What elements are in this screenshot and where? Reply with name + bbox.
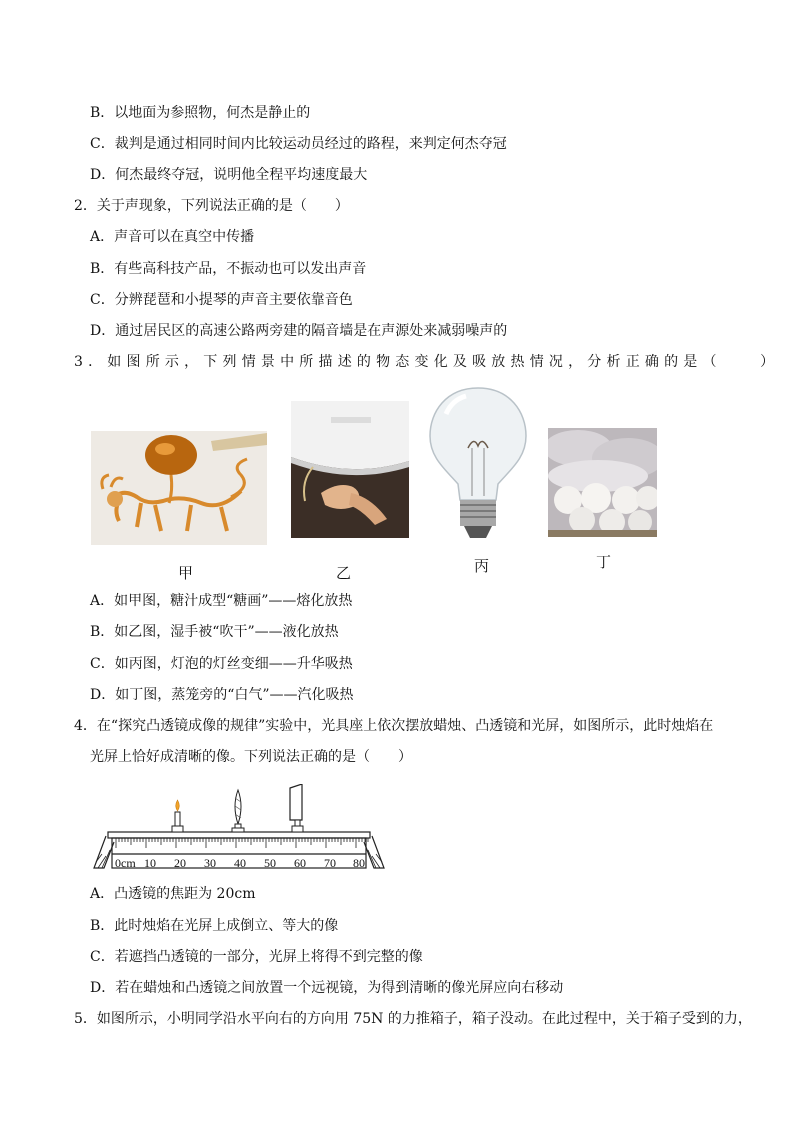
steamed-buns-image: [548, 428, 657, 537]
scale-label-10: 10: [144, 856, 156, 870]
scale-label-80: 80: [353, 856, 365, 870]
q2-option-d: D．通过居民区的高速公路两旁建的隔音墙是在声源处来减弱噪声的: [90, 323, 508, 339]
q4-option-d: D．若在蜡烛和凸透镜之间放置一个远视镜，为得到清晰的像光屏应向右移动: [90, 980, 564, 996]
scale-label-20: 20: [174, 856, 186, 870]
q3-option-c: C．如丙图，灯泡的灯丝变细——升华吸热: [90, 656, 353, 672]
scale-label-0: 0cm: [115, 856, 136, 870]
scale-label-60: 60: [294, 856, 306, 870]
light-screen-icon: [290, 784, 303, 832]
q4-stem-line1: 4．在“探究凸透镜成像的规律”实验中，光具座上依次摆放蜡烛、凸透镜和光屏，如图所示，此时烛焰在: [74, 718, 714, 734]
candle-icon: [172, 800, 183, 832]
q2-option-a: A．声音可以在真空中传播: [90, 229, 255, 245]
q4-stem-line2: 光屏上恰好成清晰的像。下列说法正确的是（ ）: [90, 749, 412, 765]
q4-option-a: A．凸透镜的焦距为 20cm: [90, 886, 256, 902]
scale-label-30: 30: [204, 856, 216, 870]
q1-option-c: C．裁判是通过相同时间内比较运动员经过的路程，来判定何杰夺冠: [90, 136, 507, 152]
caption-bing: 丙: [474, 557, 490, 575]
caption-ding: 丁: [596, 553, 612, 571]
sugar-painting-image: [91, 431, 267, 545]
q3-option-a: A．如甲图，糖汁成型“糖画”——熔化放热: [90, 593, 353, 609]
scale-label-40: 40: [234, 856, 246, 870]
q1-option-d: D．何杰最终夺冠，说明他全程平均速度最大: [90, 167, 368, 183]
q3-option-d: D．如丁图，蒸笼旁的“白气”——汽化吸热: [90, 687, 354, 703]
caption-yi: 乙: [336, 564, 352, 582]
scale-label-70: 70: [324, 856, 336, 870]
q4-option-c: C．若遮挡凸透镜的一部分，光屏上将得不到完整的像: [90, 949, 423, 965]
q2-stem: 2．关于声现象，下列说法正确的是（ ）: [74, 198, 349, 214]
optical-bench-diagram: [88, 784, 398, 876]
scale-label-50: 50: [264, 856, 276, 870]
q1-option-b: B．以地面为参照物，何杰是静止的: [90, 105, 311, 121]
q2-option-c: C．分辨琵琶和小提琴的声音主要依靠音色: [90, 292, 353, 308]
q4-option-b: B．此时烛焰在光屏上成倒立、等大的像: [90, 918, 339, 934]
q3-option-b: B．如乙图，湿手被“吹干”——液化放热: [90, 624, 339, 640]
light-bulb-image: [428, 384, 528, 542]
convex-lens-icon: [232, 790, 244, 832]
q5-stem: 5．如图所示，小明同学沿水平向右的方向用 75N 的力推箱子，箱子没动。在此过程中，关于箱子受到的力，: [74, 1011, 752, 1027]
hand-dryer-image: [291, 401, 409, 538]
q2-option-b: B．有些高科技产品，不振动也可以发出声音: [90, 261, 367, 277]
q3-stem: 3．如图所示，下列情景中所描述的物态变化及吸放热情况，分析正确的是（ ）: [74, 354, 780, 370]
caption-jia: 甲: [178, 564, 194, 582]
